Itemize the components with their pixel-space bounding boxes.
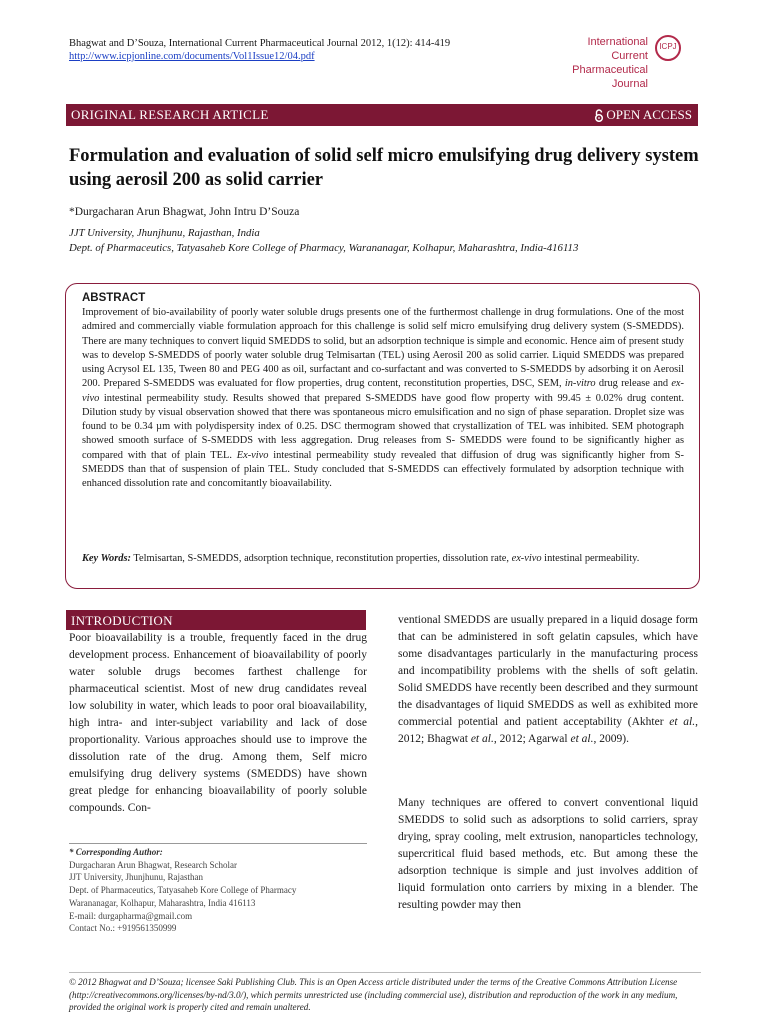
journal-seal-icon: ICPJ bbox=[655, 35, 681, 61]
open-lock-icon bbox=[594, 109, 603, 121]
open-access-badge bbox=[594, 107, 692, 123]
corr-line: Durgacharan Arun Bhagwat, Research Scholar bbox=[69, 859, 238, 870]
abstract-box bbox=[65, 283, 700, 589]
corr-line: JJT University, Jhunjhunu, Rajasthan bbox=[69, 872, 203, 883]
corresponding-heading: * Corresponding Author: bbox=[69, 847, 163, 857]
article-type-label: ORIGINAL RESEARCH ARTICLE bbox=[71, 107, 269, 122]
abstract-heading: ABSTRACT bbox=[82, 292, 146, 304]
keywords: Key Words: Telmisartan, S-SMEDDS, adsorption technique, reconstitution properties, dissolution rate, ex-vivo intestinal permeability. bbox=[82, 553, 640, 564]
article-type-banner bbox=[66, 104, 698, 126]
corr-line: Dept. of Pharmaceutics, Tatyasaheb Kore College of Pharmacy bbox=[69, 885, 297, 896]
corresponding-author bbox=[69, 843, 367, 935]
article-url-link[interactable]: http://www.icpjonline.com/documents/Vol1Issue12/04.pdf bbox=[69, 51, 315, 62]
intro-column-2-paragraph-2: Many techniques are offered to convert conventional liquid SMEDDS to solid such as adsorptions to solid carriers, spray drying, spray cooling, melt extrusion, nanoparticles technology, supercritical fluid based methods, etc. But among these the adsorption technique is simple and just involves addition of liquid formulation onto carriers by mixing in a blender. The resulting powder may then bbox=[398, 797, 698, 912]
affiliation-2: Dept. of Pharmaceutics, Tatyasaheb Kore College of Pharmacy, Warananagar, Kolhapur, Maharashtra, India-416113 bbox=[69, 242, 579, 254]
journal-logo bbox=[548, 33, 688, 90]
affiliation-1: JJT University, Jhunjhunu, Rajasthan, India bbox=[69, 227, 260, 239]
citation-block bbox=[69, 37, 450, 63]
keywords-label: Key Words: bbox=[82, 553, 131, 564]
corr-email[interactable]: E-mail: durgapharma@gmail.com bbox=[69, 910, 193, 921]
article-title: Formulation and evaluation of solid self micro emulsifying drug delivery system using aerosil 200 as solid carrier bbox=[69, 146, 699, 190]
introduction-heading: INTRODUCTION bbox=[66, 610, 366, 630]
intro-column-2: ventional SMEDDS are usually prepared in a liquid dosage form that can be administered in soft gelatin capsules, which have some disadvantages particularly in the manufacturing process and incompatibility problems with the shells of soft gelatin. Solid SMEDDS have recently been described and they surmount the disadvantages of liquid SMEDDS as well as exhibited more commercial potential and patient acceptability (Akhter et al., 2012; Bhagwat et al., 2012; Agarwal et al., 2009). bbox=[398, 614, 698, 746]
logo-line-2: Pharmaceutical Journal bbox=[572, 64, 648, 90]
license-footer: © 2012 Bhagwat and D’Souza; licensee Saki Publishing Club. This is an Open Access article distributed under the terms of the Creative Commons Attribution License (http://creativecommons.org/licenses/by-nd/3.0/), which permits unrestricted use (including commercial use), distribution and reproduction of the work in any medium, provided the original work is properly cited and remain unaltered. bbox=[69, 972, 701, 1014]
abstract-text: Improvement of bio-availability of poorly water soluble drugs presents one of the furthermost challenge in drug formulations. One of the most admired and commercially viable formulation approach for this challenge is solid self micro emulsifying drug delivery system (S-SMEDDS). There are many techniques to convert liquid SMEDDS to solid, but an adsorption technique is simple and economic. Hence aim of present study was to develop S-SMEDDS of poorly water soluble drug Telmisartan (TEL) using Aerosil 200 as solid carrier. Liquid SMEDDS was prepared using Acrysol EL 135, Tween 80 and PEG 400 as oil, surfactant and co-surfactant and was converted to S-SMEDDS by adsorbing it on Aerosil 200. Prepared S-SMEDDS was evaluated for flow properties, drug content, reconstitution properties, DSC, SEM, in-vitro drug release and ex-vivo intestinal permeability study. Results showed that prepared S-SMEDDS have good flow property with 99.45 ± 0.02% drug content. Dilution study by visual observation showed that there was spontaneous micro emulsification and no sign of phase separation. Droplet size was found to be 0.34 µm with polydispersity index of 0.25. DSC thermogram showed that crystallization of TEL was inhibited. SEM photograph showed smooth surface of S-SMEDDS with less aggregation. Drug releases from S- SMEDDS were found to be significantly higher as compared with that of plain TEL. Ex-vivo intestinal permeability study revealed that diffusion of drug was significantly higher from S-SMEDDS than that of suspension of plain TEL. Study concluded that S-SMEDDS can effectively formulated by adsorption technique with enhanced dissolution rate and concomitantly bioavailability. bbox=[82, 307, 684, 489]
author-list: *Durgacharan Arun Bhagwat, John Intru D’Souza bbox=[69, 206, 300, 218]
open-access-label: OPEN ACCESS bbox=[606, 107, 692, 122]
citation-text: Bhagwat and D’Souza, International Current Pharmaceutical Journal 2012, 1(12): 414-419 bbox=[69, 38, 451, 49]
corr-line: Warananagar, Kolhapur, Maharashtra, India 416113 bbox=[69, 897, 256, 908]
affiliations bbox=[69, 226, 578, 256]
logo-line-1: International Current bbox=[587, 36, 648, 62]
intro-column-1: Poor bioavailability is a trouble, frequently faced in the drug development process. Enhancement of bioavailability of poorly water soluble drugs becomes farthest challenge for pharmaceutical scientist. Most of new drug candidates reveal low solubility in water, which leads to poor oral bioavailability, high intra- and inter-subject variability and lack of dose proportionality. Various approaches should use to improve the dissolution rate of the drug. Among them, Self micro emulsifying drug delivery systems (SMEDDS) have shown great pledge for enhancing bioavailability of poorly soluble compounds. Con- bbox=[69, 632, 367, 815]
corr-line: Contact No.: +919561350999 bbox=[69, 923, 177, 934]
